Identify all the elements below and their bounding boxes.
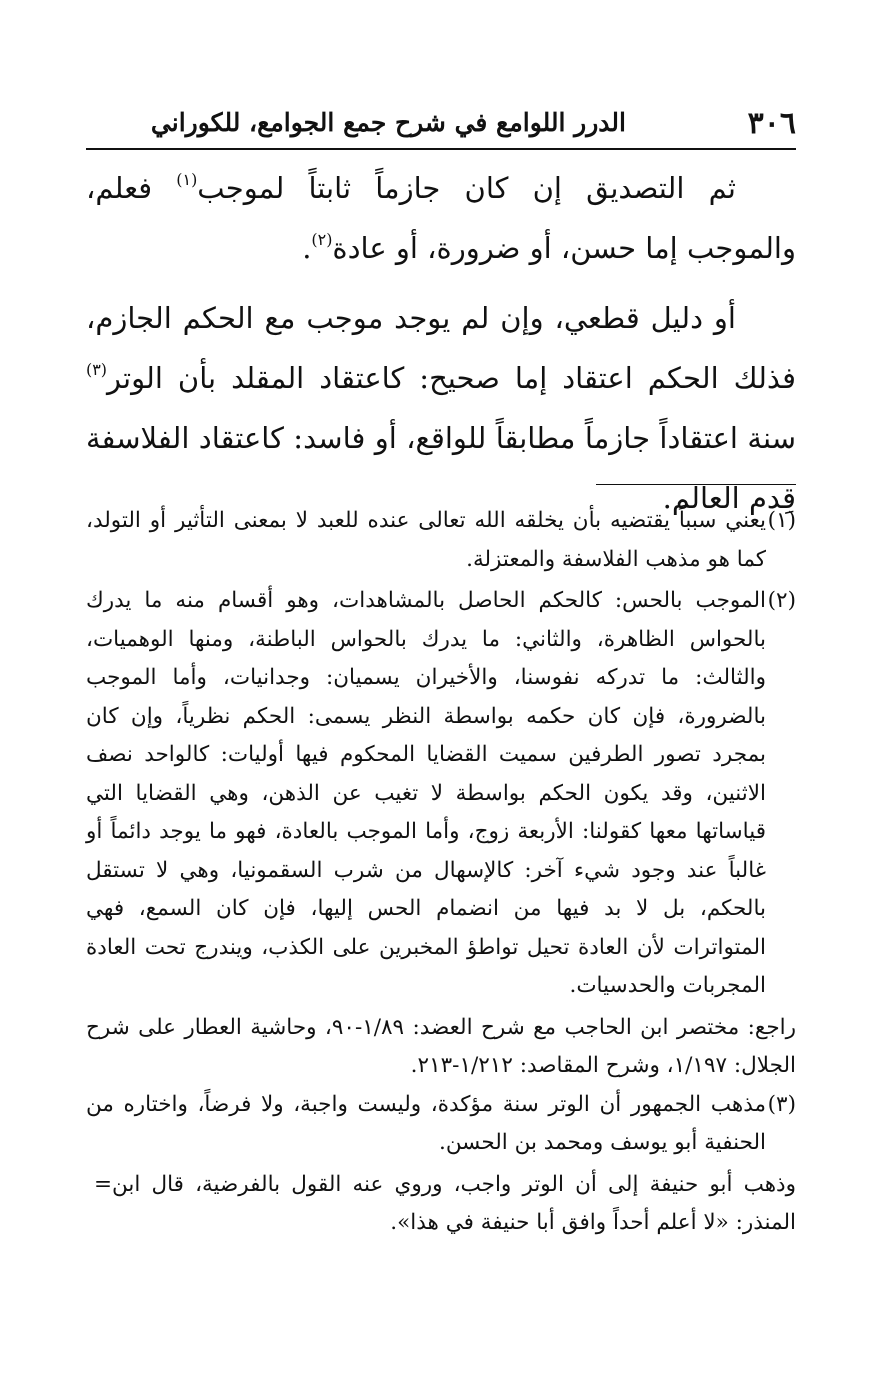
footnote-ref-2: (٢) <box>311 229 333 249</box>
footnote-1 <box>86 502 796 579</box>
footnote-marker: (٢) <box>767 588 796 613</box>
footnote-ref-1: (١) <box>176 169 198 189</box>
main-text-segment: فعلم، والموجب إما حسن، أو ضرورة، أو عادة <box>86 171 796 265</box>
main-paragraph-2 <box>86 288 796 528</box>
footnote-text: مذهب الجمهور أن الوتر سنة مؤكدة، وليست واجبة، ولا فرضاً، واختاره من الحنفية أبو يوسف ومحمد بن الحسن. <box>86 1091 766 1155</box>
footnote-3-continued <box>86 1166 796 1243</box>
running-title: الدرر اللوامع في شرح جمع الجوامع، للكوراني <box>150 108 626 137</box>
running-header <box>86 98 796 148</box>
footnote-text: الموجب بالحس: كالحكم الحاصل بالمشاهدات، وهو أقسام منه ما يدرك بالحواس الظاهرة، والثاني: ما يدرك بالحواس الباطنة، ومنها الوهميات، والثالث: ما تدركه نفوسنا، والأخيران يسميان: وجدانيات، وأما الموجب بالضرورة، فإن كان حكمه بواسطة النظر يسمى: الحكم نظرياً، وإن كان بمجرد تصور الطرفين سميت القضايا المحكوم فيها أوليات: كالواحد نصف الاثنين، وقد يكون الحكم بواسطة لا تغيب عن الذهن، وهي القضايا التي قياساتها معها كقولنا: الأربعة زوج، وأما الموجب بالعادة، فهو ما يوجد دائماً أو غالباً عند وجود شيء آخر: كالإسهال من شرب السقمونيا، وهي لا تستقل بالحكم، بل لا بد فيها من انضمام الحس إليها، فإن كان السمع، فهي المتواترات لأن العادة تحيل تواطؤ المخبرين على الكذب، ويندرج تحت العادة المجربات والحدسيات. <box>86 588 766 998</box>
main-text-segment: ثم التصديق إن كان جازماً ثابتاً لموجب <box>197 171 736 205</box>
main-text-segment: . <box>302 231 312 265</box>
continuation-mark: = <box>94 1171 113 1197</box>
main-paragraph-1 <box>86 158 796 278</box>
main-text <box>86 158 796 528</box>
header-divider <box>86 148 796 150</box>
footnote-text: يعني سبباً يقتضيه بأن يخلقه الله تعالى عنده للعبد لا بمعنى التأثير أو التولد، كما هو مذهب الفلاسفة والمعتزلة. <box>86 508 766 572</box>
footnote-3 <box>86 1086 796 1163</box>
footnote-text: وذهب أبو حنيفة إلى أن الوتر واجب، وروي عنه القول بالفرضية، قال ابن المنذر: «لا أعلم أحداً وافق أبا حنيفة في هذا». <box>112 1171 796 1235</box>
footnote-2 <box>86 582 796 1006</box>
footnote-2-reference: راجع: مختصر ابن الحاجب مع شرح العضد: ١/٨٩-٩٠، وحاشية العطار على شرح الجلال: ١/١٩٧، وشرح المقاصد: ١/٢١٢-٢١٣. <box>86 1014 797 1078</box>
footnote-ref-3: (٣) <box>86 359 107 379</box>
page-number: ٣٠٦ <box>747 106 796 141</box>
main-text-segment: أو دليل قطعي، وإن لم يوجد موجب مع الحكم الجازم، فذلك الحكم اعتقاد إما صحيح: كاعتقاد المقلد بأن الوتر <box>86 301 796 395</box>
footnote-divider <box>596 484 796 485</box>
main-text-segment: سنة اعتقاداً جازماً مطابقاً للواقع، أو فاسد: كاعتقاد الفلاسفة قِدم العالم. <box>86 421 796 515</box>
footnotes <box>86 502 796 1243</box>
footnote-marker: (٣) <box>767 1091 796 1117</box>
footnote-marker: (١) <box>767 508 796 533</box>
